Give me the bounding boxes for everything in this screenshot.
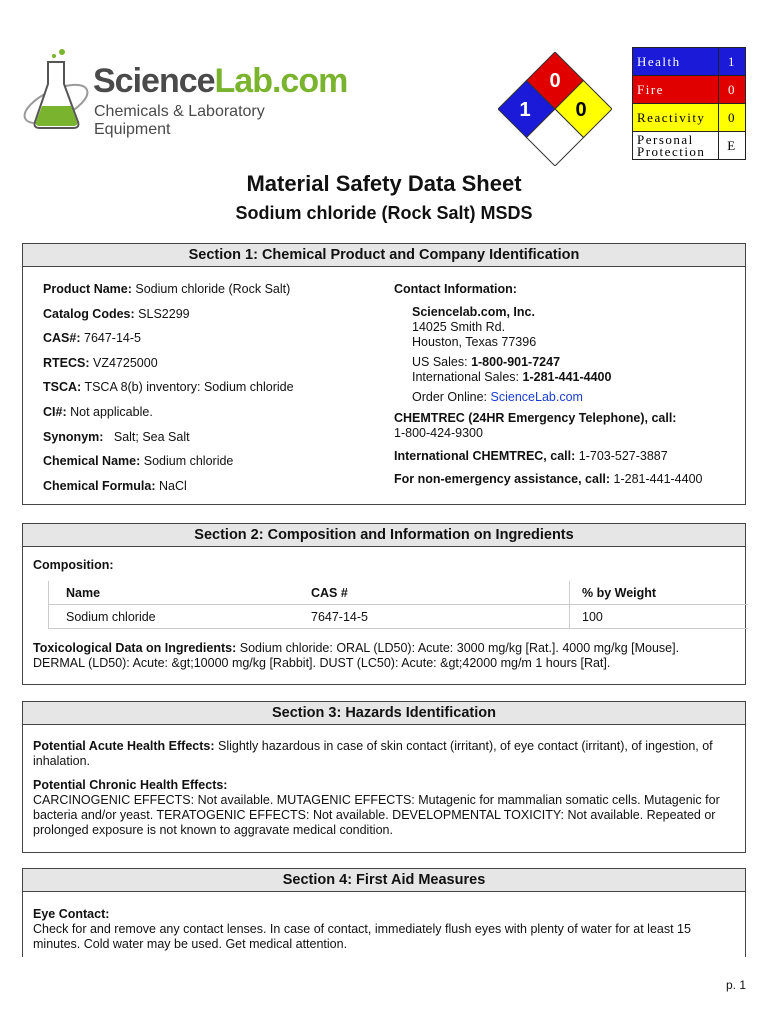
company-name: Sciencelab.com, Inc. xyxy=(412,305,535,319)
address-line: Houston, Texas 77396 xyxy=(412,335,537,349)
field-row: TSCA: TSCA 8(b) inventory: Sodium chloride xyxy=(43,380,294,395)
field-row: CI#: Not applicable. xyxy=(43,404,153,419)
field-row: Product Name: Sodium chloride (Rock Salt) xyxy=(43,282,291,296)
table-cell: 100 xyxy=(570,605,749,629)
table-row xyxy=(49,605,749,629)
hmis-label: Health xyxy=(633,48,719,76)
hmis-row-reactivity xyxy=(633,104,746,132)
hmis-value: E xyxy=(719,132,746,160)
intl-chemtrec: International CHEMTREC, call: 1-703-527-3887 xyxy=(394,449,668,463)
nfpa-reactivity-value: 0 xyxy=(575,99,587,121)
nonemergency: For non-emergency assistance, call: 1-281-441-4400 xyxy=(394,472,703,486)
sciencelab-logo xyxy=(18,44,348,138)
section-heading: Section 4: First Aid Measures xyxy=(23,869,745,892)
sciencelab-link[interactable]: ScienceLab.com xyxy=(490,390,583,404)
product-fields xyxy=(43,282,383,503)
contact-info xyxy=(394,282,744,487)
hmis-value: 0 xyxy=(719,76,746,104)
ingredients-table xyxy=(48,581,748,629)
chemtrec-number: 1-800-424-9300 xyxy=(394,426,483,440)
hmis-value: 0 xyxy=(719,104,746,132)
acute-effects: Potential Acute Health Effects: Slightly hazardous in case of skin contact (irritant), of eye contact (irritant), of ingestion, of inhalation. xyxy=(33,739,713,768)
logo-wordmark: ScienceLab.com xyxy=(93,62,348,100)
toxicological-data: Toxicological Data on Ingredients: Sodium chloride: ORAL (LD50): Acute: 3000 mg/kg [Rat.]. 4000 mg/kg [Mouse]. DERMAL (LD50): Acute: &gt;10000 mg/kg [Rabbit]. DUST (LC50): Acute: &gt;42000 mg/m 1 hours [Rat]. xyxy=(33,641,680,670)
address-line: 14025 Smith Rd. xyxy=(412,320,506,334)
hmis-row-protection xyxy=(633,132,746,160)
table-header-row xyxy=(49,581,749,605)
hmis-rating-table xyxy=(632,47,746,160)
contact-label: Contact Information: xyxy=(394,282,517,296)
section-4 xyxy=(22,868,746,957)
hmis-label: Personal Protection xyxy=(633,132,719,160)
hmis-value: 1 xyxy=(719,48,746,76)
us-sales: US Sales: 1-800-901-7247 xyxy=(412,355,561,369)
column-header: CAS # xyxy=(294,581,570,605)
hmis-row-health xyxy=(633,48,746,76)
page-title: Material Safety Data Sheet xyxy=(246,171,522,196)
order-online: Order Online: ScienceLab.com xyxy=(412,390,583,404)
field-row: Catalog Codes: SLS2299 xyxy=(43,306,190,321)
section-3 xyxy=(22,701,746,853)
logo-tagline: Chemicals & Laboratory Equipment xyxy=(94,103,265,138)
section-heading: Section 3: Hazards Identification xyxy=(23,702,745,725)
composition-label: Composition: xyxy=(33,558,114,572)
column-header: Name xyxy=(49,581,295,605)
intl-sales: International Sales: 1-281-441-4400 xyxy=(412,370,612,384)
hmis-row-fire xyxy=(633,76,746,104)
field-row: CAS#: 7647-14-5 xyxy=(43,331,141,346)
chronic-effects: Potential Chronic Health Effects: CARCINOGENIC EFFECTS: Not available. MUTAGENIC EFFECTS: Mutagenic for mammalian somatic cells. Mutagenic for bacteria and/or yeast. TERATOGENIC EFFECTS: Not available. DEVELOPMENTAL TOXICITY: Not available. Repeated or prolonged exposure is not known to aggravate medical condition. xyxy=(33,778,720,837)
page-number: p. 1 xyxy=(725,978,746,992)
hmis-label: Fire xyxy=(633,76,719,104)
eye-contact: Eye Contact: Check for and remove any contact lenses. In case of contact, immediately flush eyes with plenty of water for at least 15 minutes. Cold water may be used. Get medical attention. xyxy=(33,907,691,951)
nfpa-diamond xyxy=(498,52,612,166)
page-subtitle: Sodium chloride (Rock Salt) MSDS xyxy=(235,203,533,223)
section-2 xyxy=(22,523,746,685)
nfpa-health-value: 1 xyxy=(519,99,531,121)
nfpa-fire-value: 0 xyxy=(549,70,561,92)
chemtrec-label: CHEMTREC (24HR Emergency Telephone), call: xyxy=(394,411,677,425)
section-1 xyxy=(22,243,746,505)
section-heading: Section 1: Chemical Product and Company Identification xyxy=(23,244,745,267)
field-row: Chemical Name: Sodium chloride xyxy=(43,454,234,469)
flask-icon xyxy=(18,44,98,134)
table-cell: Sodium chloride xyxy=(49,605,295,629)
field-row: Synonym: Salt; Sea Salt xyxy=(43,429,190,444)
field-row: Chemical Formula: NaCl xyxy=(43,478,187,493)
table-cell: 7647-14-5 xyxy=(294,605,570,629)
hmis-label: Reactivity xyxy=(633,104,719,132)
field-row: RTECS: VZ4725000 xyxy=(43,355,158,370)
section-heading: Section 2: Composition and Information on Ingredients xyxy=(23,524,745,547)
column-header: % by Weight xyxy=(570,581,749,605)
